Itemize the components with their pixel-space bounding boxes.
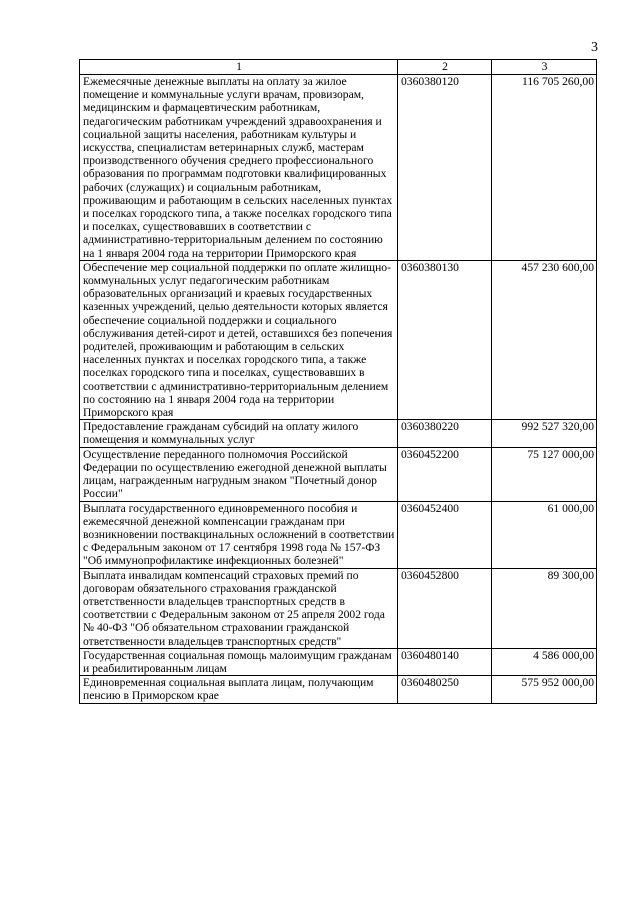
row-code: 0360480140 [398,648,492,675]
row-code: 0360380220 [398,420,492,447]
row-amount: 457 230 600,00 [492,260,597,419]
row-amount: 992 527 320,00 [492,420,597,447]
row-name: Предоставление гражданам субсидий на оплату жилого помещения и коммунальных услуг [80,420,398,447]
table-row [80,420,597,447]
row-name: Ежемесячные денежные выплаты на оплату за жилое помещение и коммунальные услуги врачам, провизорам, медицинским и фармацевтическим работникам, педагогическим работникам учреждений здравоохранения и социальной защиты населения, работникам культуры и искусства, специалистам ветеринарных служб, мастерам производственного обучения среднего профессионального образования по программам подготовки квалифицированных рабочих (служащих) и социальным работникам, проживающим и работающим в сельских населенных пунктах и поселках городского типа, а также поселках городского типа и поселках, существовавших в соответствии с административно-территориальным делением по состоянию на 1 января 2004 года на территории Приморского края [80,75,398,261]
row-code: 0360480250 [398,676,492,703]
budget-table [79,59,597,704]
row-name: Обеспечение мер социальной поддержки по оплате жилищно-коммунальных услуг педагогическим работникам образовательных организаций и краевых государственных казенных учреждений, целью деятельности которых является обеспечение социальной поддержки и социального обслуживания детей-сирот и детей, оставшихся без попечения родителей, проживающим и работающим в сельских населенных пунктах и поселках городского типа, а также поселках городского типа и поселках, существовавших в соответствии с административно-территориальным делением по состоянию на 1 января 2004 года на территории Приморского края [80,260,398,419]
table-row [80,676,597,703]
row-name: Государственная социальная помощь малоимущим гражданам и реабилитированным лицам [80,648,398,675]
row-amount: 575 952 000,00 [492,676,597,703]
page-number: 3 [591,40,598,55]
row-name: Единовременная социальная выплата лицам, получающим пенсию в Приморском крае [80,676,398,703]
table-header-row [80,60,597,75]
table-row [80,648,597,675]
row-amount: 61 000,00 [492,501,597,568]
row-amount: 75 127 000,00 [492,447,597,501]
row-code: 0360452200 [398,447,492,501]
row-amount: 89 300,00 [492,568,597,648]
row-code: 0360452800 [398,568,492,648]
column-header-3: 3 [492,60,597,75]
table-row [80,568,597,648]
row-name: Выплата инвалидам компенсаций страховых премий по договорам обязательного страхования гражданской ответственности владельцев транспортных средств в соответствии с Федеральным законом от 25 апреля 2002 года № 40-ФЗ "Об обязательном страховании гражданской ответственности владельцев транспортных средств" [80,568,398,648]
table-row [80,447,597,501]
row-name: Выплата государственного единовременного пособия и ежемесячной денежной компенсации гражданам при возникновении поствакцинальных осложнений в соответствии с Федеральным законом от 17 сентября 1998 года № 157-ФЗ "Об иммунопрофилактике инфекционных болезней" [80,501,398,568]
column-header-2: 2 [398,60,492,75]
column-header-1: 1 [80,60,398,75]
table-row [80,75,597,261]
row-name: Осуществление переданного полномочия Российской Федерации по осуществлению ежегодной денежной выплаты лицам, награжденным нагрудным знаком "Почетный донор России" [80,447,398,501]
row-code: 0360380130 [398,260,492,419]
table-row [80,260,597,419]
row-amount: 4 586 000,00 [492,648,597,675]
row-code: 0360380120 [398,75,492,261]
row-code: 0360452400 [398,501,492,568]
table-row [80,501,597,568]
row-amount: 116 705 260,00 [492,75,597,261]
